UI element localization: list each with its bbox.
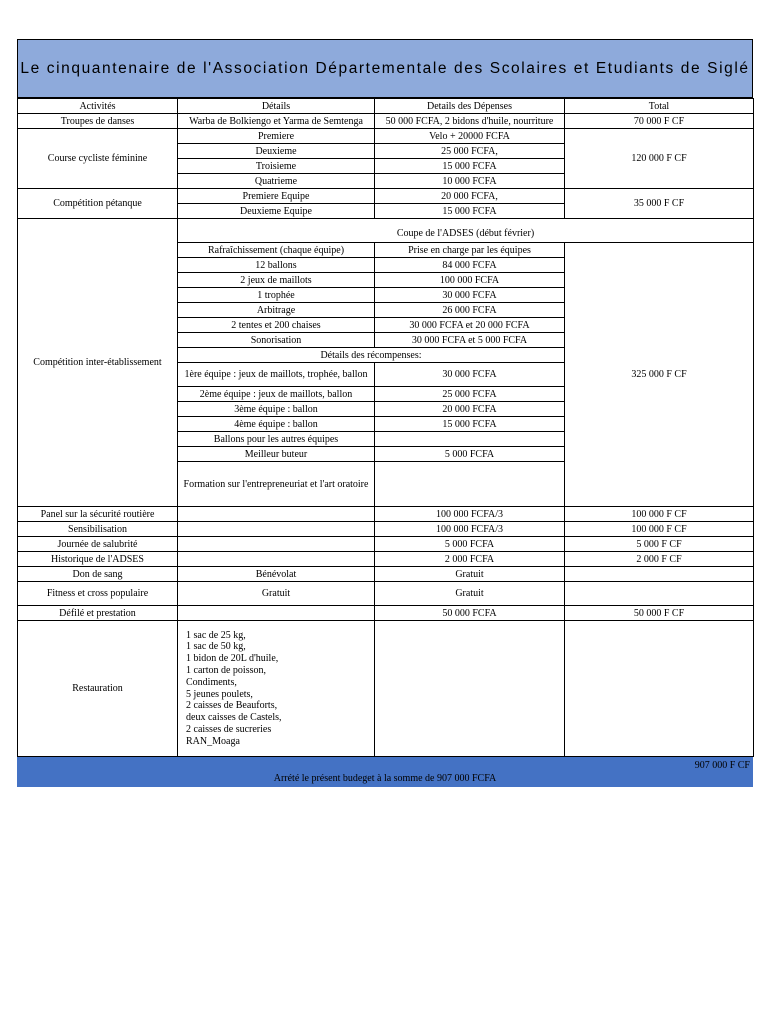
table-row <box>18 552 754 567</box>
activity-cell: Compétition inter-établissement <box>18 219 178 507</box>
detail-cell: Gratuit <box>178 582 375 606</box>
table-row <box>18 621 754 757</box>
table-row <box>18 189 754 204</box>
total-cell <box>565 582 754 606</box>
list-item: 2 caisses de Beauforts, <box>186 700 278 712</box>
header-row <box>18 99 754 114</box>
total-cell <box>565 567 754 582</box>
expense-cell: Gratuit <box>375 582 565 606</box>
detail-cell: 12 ballons <box>178 258 375 273</box>
expense-cell: 50 000 FCFA, 2 bidons d'huile, nourriture <box>375 114 565 129</box>
expense-cell <box>375 432 565 447</box>
table-row <box>18 567 754 582</box>
total-cell: 325 000 F CF <box>565 243 754 507</box>
expense-cell: Prise en charge par les équipes <box>375 243 565 258</box>
expense-cell: 2 000 FCFA <box>375 552 565 567</box>
expense-cell: 100 000 FCFA <box>375 273 565 288</box>
expense-cell: 30 000 FCFA et 20 000 FCFA <box>375 318 565 333</box>
detail-cell <box>178 606 375 621</box>
total-cell: 50 000 F CF <box>565 606 754 621</box>
activity-cell: Défilé et prestation <box>18 606 178 621</box>
activity-cell: Restauration <box>18 621 178 757</box>
detail-cell: 1ère équipe : jeux de maillots, trophée, ballon <box>178 363 375 387</box>
table-row <box>18 507 754 522</box>
expense-cell: 5 000 FCFA <box>375 537 565 552</box>
sheet-title: Le cinquantenaire de l'Association Départementale des Scolaires et Etudiants de Siglé <box>17 39 753 98</box>
col-header-details: Détails <box>178 99 375 114</box>
expense-cell: 50 000 FCFA <box>375 606 565 621</box>
expense-cell <box>375 621 565 757</box>
detail-cell: Bénévolat <box>178 567 375 582</box>
expense-cell: 100 000 FCFA/3 <box>375 507 565 522</box>
expense-cell: 15 000 FCFA <box>375 417 565 432</box>
detail-cell: Troisieme <box>178 159 375 174</box>
list-item: 5 jeunes poulets, <box>186 688 253 700</box>
detail-cell: 2 tentes et 200 chaises <box>178 318 375 333</box>
table-row <box>18 129 754 144</box>
expense-cell: 84 000 FCFA <box>375 258 565 273</box>
col-header-activites: Activités <box>18 99 178 114</box>
restauration-items <box>178 621 375 757</box>
detail-cell: 1 trophée <box>178 288 375 303</box>
total-cell: 35 000 F CF <box>565 189 754 219</box>
expense-cell: 20 000 FCFA <box>375 402 565 417</box>
detail-cell <box>178 507 375 522</box>
detail-cell <box>178 522 375 537</box>
expense-cell: 10 000 FCFA <box>375 174 565 189</box>
expense-cell: Gratuit <box>375 567 565 582</box>
grand-total: 907 000 F CF <box>694 760 750 771</box>
list-item: 1 bidon de 20L d'huile, <box>186 653 279 665</box>
activity-cell: Fitness et cross populaire <box>18 582 178 606</box>
coupe-label: Coupe de l'ADSES (début février) <box>178 219 754 243</box>
expense-cell: Velo + 20000 FCFA <box>375 129 565 144</box>
detail-cell: Sonorisation <box>178 333 375 348</box>
activity-cell: Historique de l'ADSES <box>18 552 178 567</box>
expense-cell: 20 000 FCFA, <box>375 189 565 204</box>
activity-cell: Sensibilisation <box>18 522 178 537</box>
detail-cell: Premiere <box>178 129 375 144</box>
list-item: 1 carton de poisson, <box>186 664 266 676</box>
activity-cell: Journée de salubrité <box>18 537 178 552</box>
total-cell: 120 000 F CF <box>565 129 754 189</box>
table-row <box>18 582 754 606</box>
activity-cell: Panel sur la sécurité routière <box>18 507 178 522</box>
detail-cell <box>178 537 375 552</box>
activity-cell: Course cycliste féminine <box>18 129 178 189</box>
total-cell: 2 000 F CF <box>565 552 754 567</box>
expense-cell: 30 000 FCFA <box>375 363 565 387</box>
detail-cell: Deuxieme Equipe <box>178 204 375 219</box>
expense-cell: 15 000 FCFA <box>375 204 565 219</box>
detail-cell: Ballons pour les autres équipes <box>178 432 375 447</box>
detail-cell: Premiere Equipe <box>178 189 375 204</box>
activity-cell: Formation sur l'entrepreneuriat et l'art oratoire <box>178 462 375 507</box>
expense-cell: 30 000 FCFA <box>375 288 565 303</box>
budget-sheet <box>17 39 753 787</box>
detail-cell <box>178 552 375 567</box>
table-row <box>18 114 754 129</box>
list-item: deux caisses de Castels, <box>186 712 282 724</box>
expense-cell: 30 000 FCFA et 5 000 FCFA <box>375 333 565 348</box>
total-cell: 100 000 F CF <box>565 507 754 522</box>
table-row <box>18 219 754 243</box>
activity-cell: Don de sang <box>18 567 178 582</box>
expense-cell: 15 000 FCFA <box>375 159 565 174</box>
activity-cell: Compétition pétanque <box>18 189 178 219</box>
list-item: Condiments, <box>186 676 237 688</box>
detail-cell: Warba de Bolkiengo et Yarma de Semtenga <box>178 114 375 129</box>
expense-cell: 5 000 FCFA <box>375 447 565 462</box>
detail-cell: Arbitrage <box>178 303 375 318</box>
detail-cell: 2 jeux de maillots <box>178 273 375 288</box>
detail-cell: 3ème équipe : ballon <box>178 402 375 417</box>
table-row <box>18 606 754 621</box>
list-item: RAN_Moaga <box>186 735 240 747</box>
budget-footer <box>17 757 753 787</box>
detail-cell: Rafraîchissement (chaque équipe) <box>178 243 375 258</box>
table-row <box>18 522 754 537</box>
detail-cell: 4ème équipe : ballon <box>178 417 375 432</box>
total-cell: 70 000 F CF <box>565 114 754 129</box>
budget-statement: Arrété le présent budeget à la somme de 907 000 FCFA <box>273 773 497 784</box>
detail-cell: Quatrieme <box>178 174 375 189</box>
total-cell <box>565 621 754 757</box>
expense-cell: 25 000 FCFA, <box>375 144 565 159</box>
budget-table <box>17 98 754 757</box>
detail-cell: Deuxieme <box>178 144 375 159</box>
recompenses-label: Détails des récompenses: <box>178 348 565 363</box>
table-row <box>18 537 754 552</box>
list-item: 2 caisses de sucreries <box>186 723 272 735</box>
activity-cell: Troupes de danses <box>18 114 178 129</box>
expense-cell: 100 000 FCFA/3 <box>375 522 565 537</box>
col-header-depenses: Details des Dépenses <box>375 99 565 114</box>
expense-cell: 25 000 FCFA <box>375 387 565 402</box>
col-header-total: Total <box>565 99 754 114</box>
detail-cell: 2ème équipe : jeux de maillots, ballon <box>178 387 375 402</box>
total-cell: 100 000 F CF <box>565 522 754 537</box>
detail-cell: Meilleur buteur <box>178 447 375 462</box>
list-item: 1 sac de 25 kg, <box>186 629 246 641</box>
list-item: 1 sac de 50 kg, <box>186 641 246 653</box>
detail-cell <box>375 462 565 507</box>
total-cell: 5 000 F CF <box>565 537 754 552</box>
expense-cell: 26 000 FCFA <box>375 303 565 318</box>
